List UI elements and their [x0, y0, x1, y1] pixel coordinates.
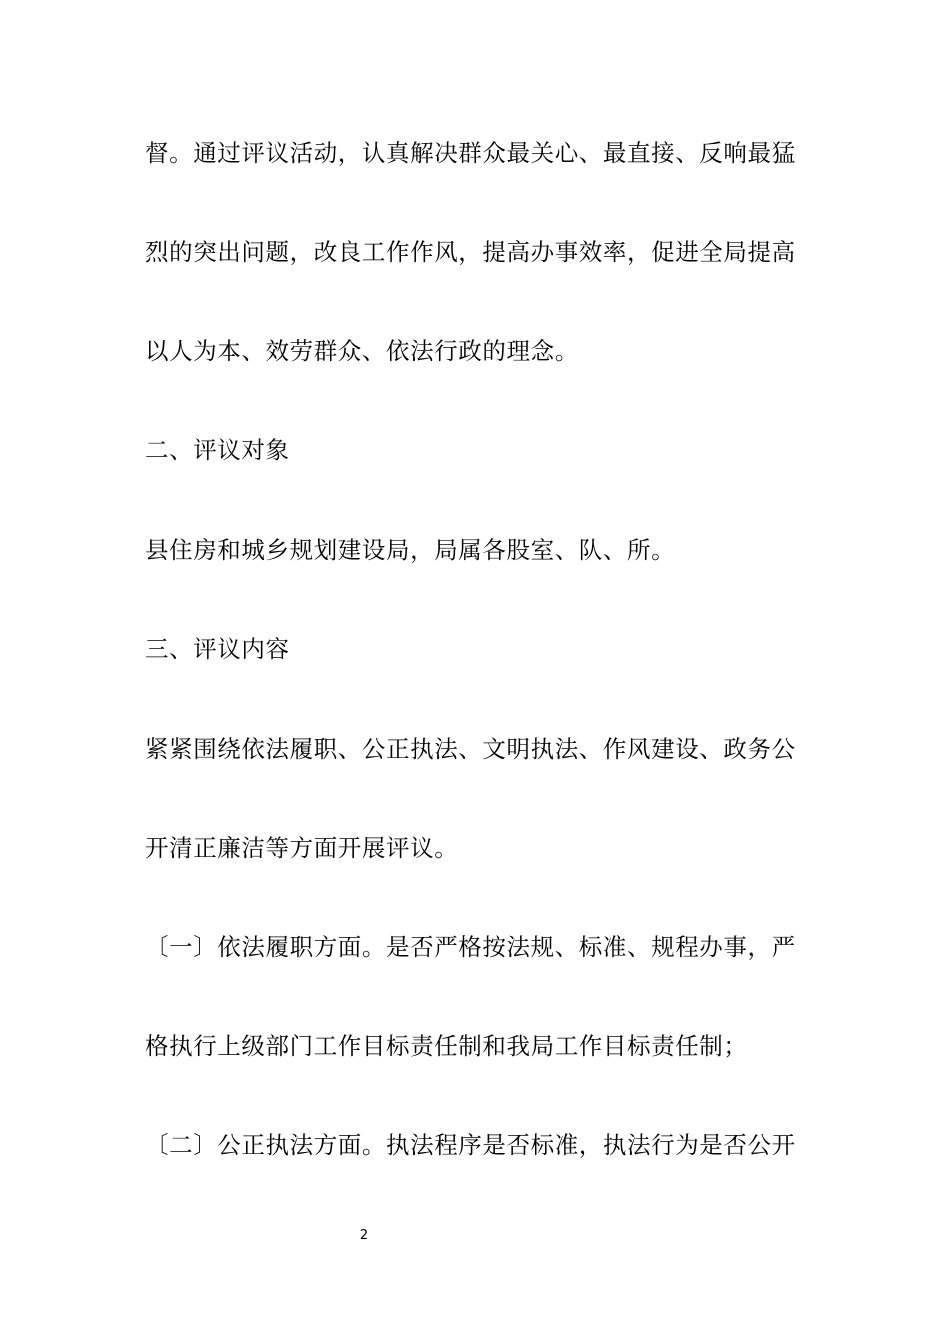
- section-heading: 三、评议内容: [145, 635, 290, 663]
- paragraph-line: 〔二〕公正执法方面。执法程序是否标准，执法行为是否公开: [145, 1131, 796, 1159]
- paragraph-line: 烈的突出问题，改良工作作风，提高办事效率，促进全局提高: [145, 238, 796, 266]
- section-heading: 二、评议对象: [145, 436, 290, 464]
- page-number: 2: [359, 1228, 369, 1243]
- paragraph-line: 以人为本、效劳群众、依法行政的理念。: [145, 337, 579, 365]
- paragraph-line: 格执行上级部门工作目标责任制和我局工作目标责任制；: [145, 1032, 748, 1060]
- paragraph-line: 督。通过评议活动，认真解决群众最关心、最直接、反响最猛: [145, 139, 796, 167]
- paragraph-line: 开清正廉洁等方面开展评议。: [145, 834, 459, 862]
- paragraph-line: 紧紧围绕依法履职、公正执法、文明执法、作风建设、政务公: [145, 735, 796, 763]
- paragraph-line: 〔一〕依法履职方面。是否严格按法规、标准、规程办事，严: [145, 933, 796, 961]
- paragraph-line: 县住房和城乡规划建设局，局属各股室、队、所。: [145, 536, 676, 564]
